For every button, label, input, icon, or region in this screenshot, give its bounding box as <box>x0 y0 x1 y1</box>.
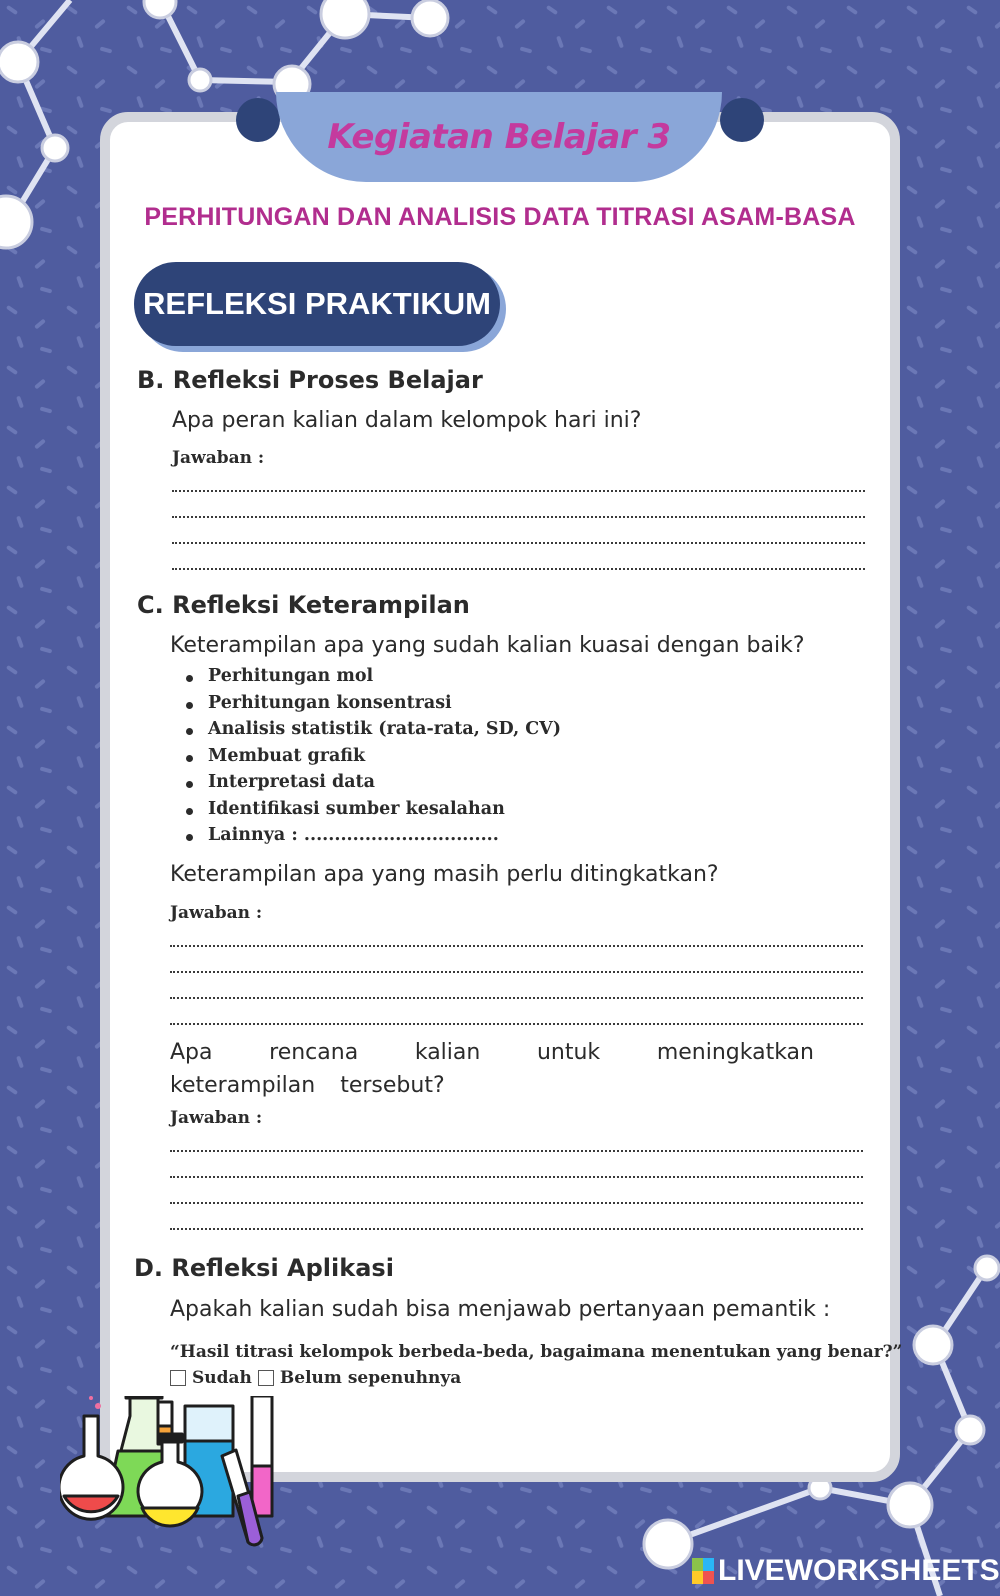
list-item: Perhitungan konsentrasi <box>190 693 561 720</box>
skills-list <box>190 666 561 852</box>
section-b-question: Apa peran kalian dalam kelompok hari ini? <box>172 408 642 433</box>
section-c-question-3: Apa rencana kalian untuk meningkatkan keterampilan tersebut? <box>170 1040 814 1098</box>
answer-line[interactable] <box>170 997 863 999</box>
section-b-heading: B. Refleksi Proses Belajar <box>137 366 483 394</box>
section-banner: REFLEKSI PRAKTIKUM <box>134 262 500 346</box>
section-c-answer-label-2: Jawaban : <box>170 903 263 923</box>
section-d-question: Apakah kalian sudah bisa menjawab pertanyaan pemantik : <box>170 1297 831 1322</box>
section-b-answer-label: Jawaban : <box>172 448 265 468</box>
answer-line[interactable] <box>172 542 865 544</box>
answer-line[interactable] <box>170 1228 863 1230</box>
answer-line[interactable] <box>172 516 865 518</box>
pemantik-quote: “Hasil titrasi kelompok berbeda-beda, bagaimana menentukan yang benar?” <box>170 1342 903 1362</box>
section-d-heading: D. Refleksi Aplikasi <box>134 1254 394 1282</box>
list-item: Membuat grafik <box>190 746 561 773</box>
checkbox-sudah[interactable] <box>170 1370 186 1386</box>
page-title: Kegiatan Belajar 3 <box>327 117 671 157</box>
answer-line[interactable] <box>172 568 865 570</box>
page-subtitle: PERHITUNGAN DAN ANALISIS DATA TITRASI ASAM-BASA <box>144 203 856 231</box>
list-item: Interpretasi data <box>190 772 561 799</box>
answer-line[interactable] <box>170 1202 863 1204</box>
option-belum-label: Belum sepenuhnya <box>279 1368 462 1388</box>
lab-glassware-illustration <box>60 1396 300 1556</box>
list-item: Analisis statistik (rata-rata, SD, CV) <box>190 719 561 746</box>
header-ear-left <box>236 98 280 142</box>
list-item: Identifikasi sumber kesalahan <box>190 799 561 826</box>
answer-options <box>170 1368 461 1388</box>
section-c-question-1: Keterampilan apa yang sudah kalian kuasai dengan baik? <box>170 633 805 658</box>
answer-line[interactable] <box>172 490 865 492</box>
checkbox-belum[interactable] <box>258 1370 274 1386</box>
answer-line[interactable] <box>170 945 863 947</box>
answer-line[interactable] <box>170 1150 863 1152</box>
brand-logo-icon <box>692 1558 714 1584</box>
list-item: Lainnya : ................................ <box>190 825 561 852</box>
option-sudah-label: Sudah <box>192 1368 252 1388</box>
brand-footer <box>692 1554 1000 1588</box>
list-item: Perhitungan mol <box>190 666 561 693</box>
header-ear-right <box>720 98 764 142</box>
answer-line[interactable] <box>170 1176 863 1178</box>
section-c-question-2: Keterampilan apa yang masih perlu ditingkatkan? <box>170 862 719 887</box>
answer-line[interactable] <box>170 971 863 973</box>
answer-line[interactable] <box>170 1023 863 1025</box>
header-tab <box>276 92 722 182</box>
section-c-heading: C. Refleksi Keterampilan <box>137 591 470 619</box>
brand-name: LIVEWORKSHEETS <box>718 1554 1000 1587</box>
section-c-answer-label-3: Jawaban : <box>170 1108 263 1128</box>
